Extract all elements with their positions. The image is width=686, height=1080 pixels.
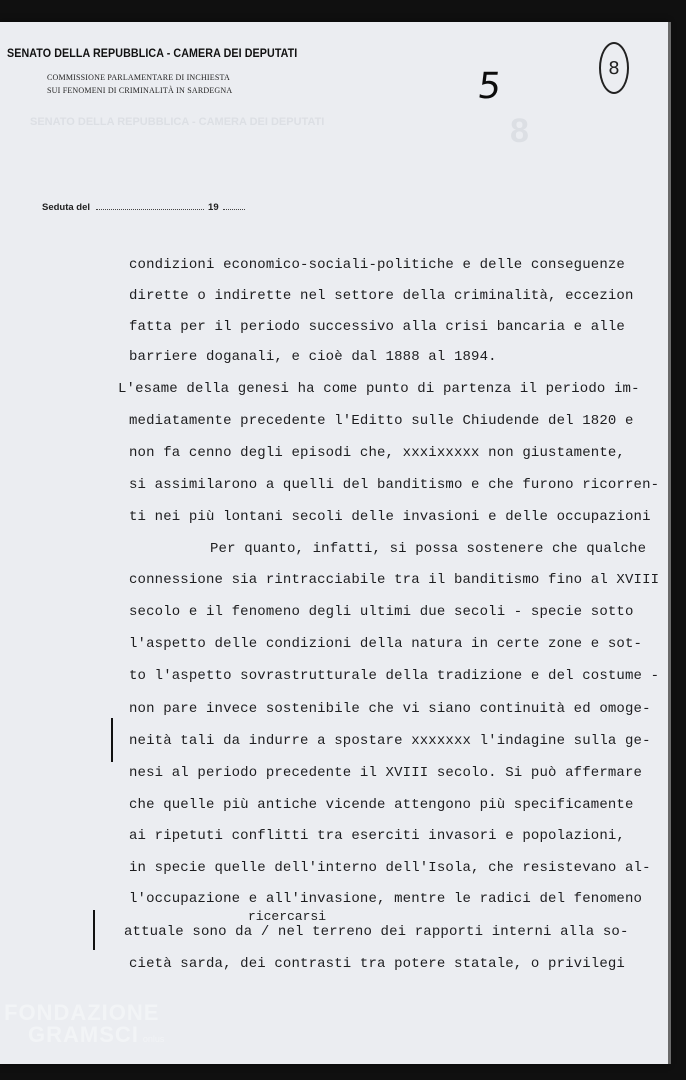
letterhead-commission-line2: SUI FENOMENI DI CRIMINALITÀ IN SARDEGNA [47, 86, 233, 95]
watermark-line1: FONDAZIONE [4, 1000, 160, 1025]
body-line: neità tali da indurre a spostare xxxxxxx l'indagine sulla ge- [129, 733, 651, 749]
seduta-field [42, 201, 245, 213]
margin-mark-upper [111, 718, 113, 762]
watermark-logo [4, 1002, 164, 1050]
body-line: connessione sia rintracciabile tra il banditismo fino al XVIII [129, 572, 660, 588]
bleed-through-number: 8 [510, 112, 529, 150]
body-line: ti nei più lontani secoli delle invasioni e delle occupazioni [129, 509, 651, 525]
bleed-through-text: SENATO DELLA REPUBBLICA - CAMERA DEI DEPUTATI [30, 116, 325, 128]
body-line: ai ripetuti conflitti tra eserciti invasori e popolazioni, [129, 828, 625, 844]
body-line: che quelle più antiche vicende attengono più specificamente [129, 797, 634, 813]
body-line: fatta per il periodo successivo alla crisi bancaria e alle [129, 319, 625, 335]
body-line: condizioni economico-sociali-politiche e delle conseguenze [129, 257, 625, 273]
body-line: to l'aspetto sovrastrutturale della tradizione e del costume - [129, 668, 660, 684]
body-line: L'esame della genesi ha come punto di partenza il periodo im- [118, 381, 640, 397]
body-line: Per quanto, infatti, si possa sostenere che qualche [210, 541, 647, 557]
handwritten-correction: ricercarsi [248, 909, 327, 924]
body-line: nesi al periodo precedente il XVIII secolo. Si può affermare [129, 765, 643, 781]
body-line: non pare invece sostenibile che vi siano continuità ed omoge- [129, 701, 651, 717]
body-line: cietà sarda, dei contrasti tra potere statale, o privilegi [129, 956, 625, 972]
watermark-line3: onlus [142, 1034, 165, 1044]
seduta-label: Seduta del [42, 202, 91, 213]
letterhead-senate: SENATO DELLA REPUBBLICA - CAMERA DEI DEPUTATI [7, 48, 298, 60]
body-line: si assimilarono a quelli del banditismo e che furono ricorren- [129, 477, 660, 493]
seduta-year-prefix: 19 [208, 202, 219, 213]
margin-mark-lower [93, 910, 95, 950]
circled-page-number [599, 42, 629, 94]
body-line: l'occupazione e all'invasione, mentre le radici del fenomeno [129, 891, 643, 907]
seduta-date-blank [96, 201, 204, 210]
body-line: in specie quelle dell'interno dell'Isola, che resistevano al- [129, 860, 651, 876]
body-line: non fa cenno degli episodi che, xxxixxxxx non giustamente, [129, 445, 625, 461]
body-line: attuale sono da / nel terreno dei rapporti interni alla so- [124, 924, 629, 940]
circled-number-text: 8 [608, 57, 620, 79]
body-line: l'aspetto delle condizioni della natura in certe zone e sot- [129, 636, 643, 652]
body-line: dirette o indirette nel settore della criminalità, eccezion [129, 288, 634, 304]
body-line: barriere doganali, e cioè dal 1888 al 1894. [129, 349, 497, 365]
watermark-line2-text: GRAMSCI [28, 1022, 139, 1047]
body-line: mediatamente precedente l'Editto sulle Chiudende del 1820 e [129, 413, 634, 429]
letterhead [7, 48, 319, 97]
letterhead-commission-line1: COMMISSIONE PARLAMENTARE DI INCHIESTA [47, 73, 230, 82]
page-number: 5 [476, 66, 503, 107]
body-line: secolo e il fenomeno degli ultimi due secoli - specie sotto [129, 604, 634, 620]
watermark-line2 [28, 1024, 164, 1050]
seduta-year-blank [223, 201, 245, 210]
page-edge [668, 22, 671, 1064]
